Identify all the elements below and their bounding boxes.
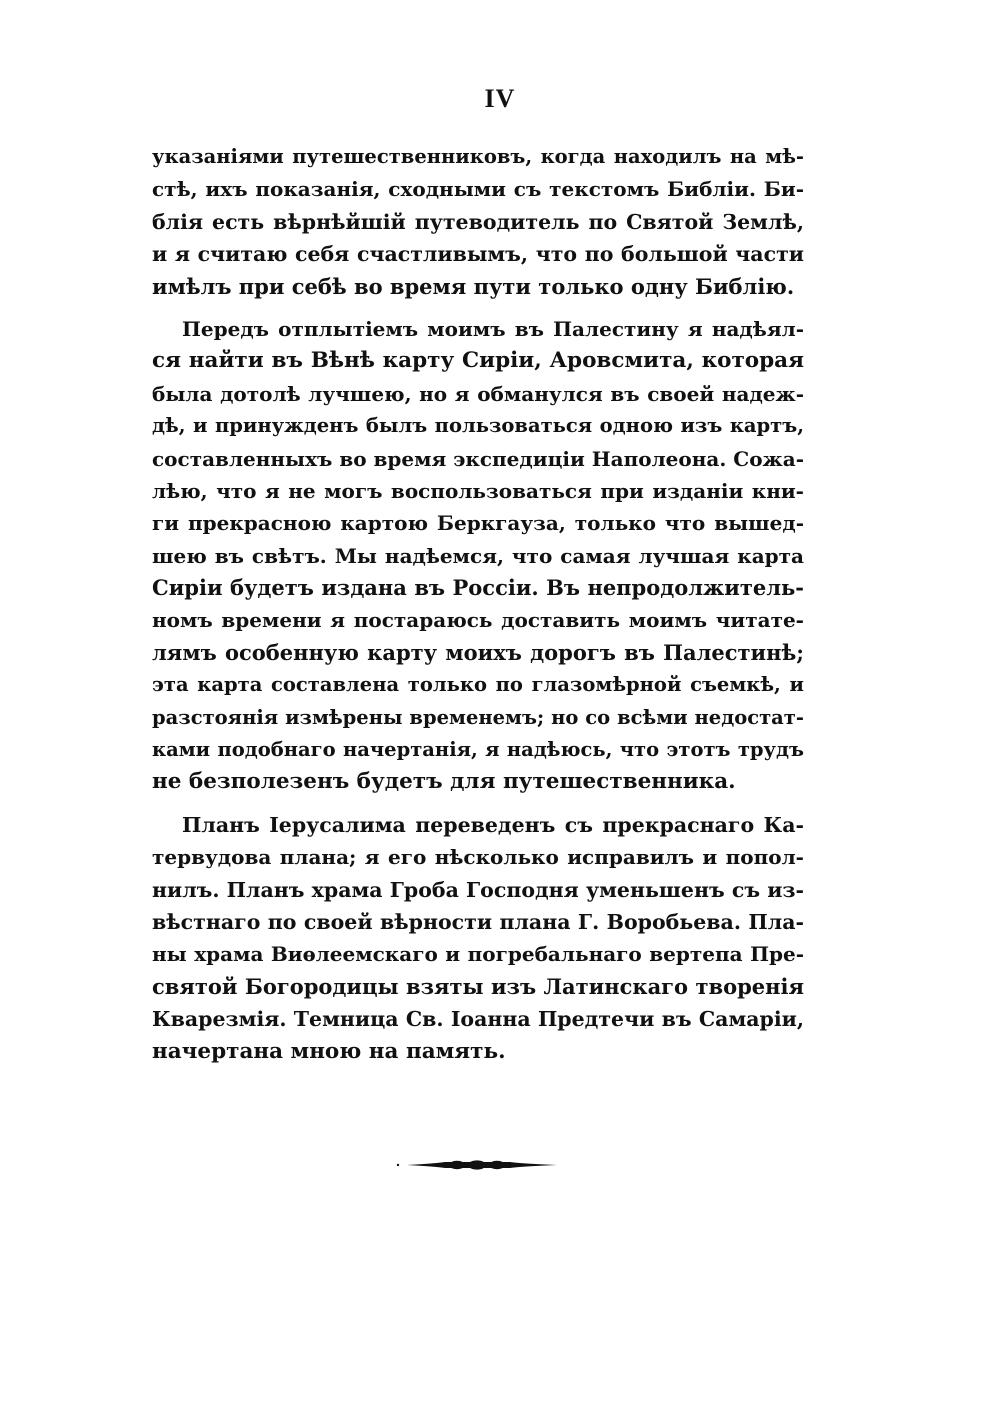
paragraph-gap: [152, 799, 804, 809]
body-text: [152, 141, 804, 1068]
paragraph-2: [152, 313, 804, 799]
text-line: составленныхъ во время экспедиціи Наполеона. Сожа-: [152, 446, 804, 471]
text-line: начертана мною на память.: [152, 1038, 506, 1064]
text-line: и я считаю себя счастливымъ, что по большой части: [152, 242, 804, 267]
ornament-divider: [395, 1155, 560, 1175]
text-line: лѣю, что я не могъ воспользоваться при изданіи кни-: [152, 478, 804, 503]
text-line: ги прекрасною картою Беркгауза, только что вышед-: [152, 511, 804, 536]
text-line: нилъ. Планъ храма Гроба Господня уменьшенъ съ из-: [152, 877, 804, 902]
text-line: имѣлъ при себѣ во время пути только одну Библію.: [152, 273, 795, 299]
text-line: святой Богородицы взяты изъ Латинскаго творенія: [152, 973, 804, 999]
text-line: разстоянія измѣрены временемъ; но со всѣми недостат-: [152, 705, 804, 729]
text-line: эта карта составлена только по глазомѣрной съемкѣ, и: [152, 673, 804, 697]
text-line: не безполезенъ будетъ для путешественника.: [152, 769, 736, 795]
text-line: была дотолѣ лучшею, но я обманулся въ своей надеж-: [152, 381, 804, 406]
paragraph-1: [152, 141, 804, 303]
paragraph-3: [152, 809, 804, 1068]
text-line: дѣ, и принужденъ былъ пользоваться одною изъ картъ,: [152, 414, 804, 438]
text-line: ся найти въ Вѣнѣ карту Сиріи, Аровсмита, которая: [152, 348, 804, 374]
text-line: блія есть вѣрнѣйшій путеводитель по Святой Землѣ,: [152, 209, 804, 234]
text-line: указаніями путешественниковъ, когда находилъ на мѣ-: [152, 145, 804, 168]
text-line: Кварезмія. Темница Св. Іоанна Предтечи въ Самаріи,: [152, 1007, 804, 1032]
text-line: ны храма Виѳлеемскаго и погребальнаго вертепа Пре-: [152, 942, 804, 967]
text-line: вѣстнаго по своей вѣрности плана Г. Воробьева. Пла-: [152, 909, 804, 934]
text-line: тервудова плана; я его нѣсколько исправилъ и попол-: [152, 845, 804, 870]
text-line: номъ времени я постараюсь доставить моимъ читате-: [152, 608, 804, 633]
page-number: IV: [484, 84, 516, 113]
paragraph-gap: [152, 303, 804, 313]
text-line: Планъ Іерусалима переведенъ съ прекраснаго Ка-: [182, 812, 804, 837]
text-line: ками подобнаго начертанія, я надѣюсь, что этотъ трудъ: [152, 738, 804, 762]
text-line: лямъ особенную карту моихъ дорогъ въ Палестинѣ;: [152, 639, 804, 665]
text-line: стѣ, ихъ показанія, сходными съ текстомъ Библіи. Би-: [152, 177, 804, 202]
text-line: шею въ свѣтъ. Мы надѣемся, что самая лучшая карта: [152, 543, 804, 568]
text-line: Сиріи будетъ издана въ Россіи. Въ непродолжитель-: [152, 575, 804, 601]
text-line: Передъ отплытіемъ моимъ въ Палестину я надѣял-: [182, 316, 804, 341]
